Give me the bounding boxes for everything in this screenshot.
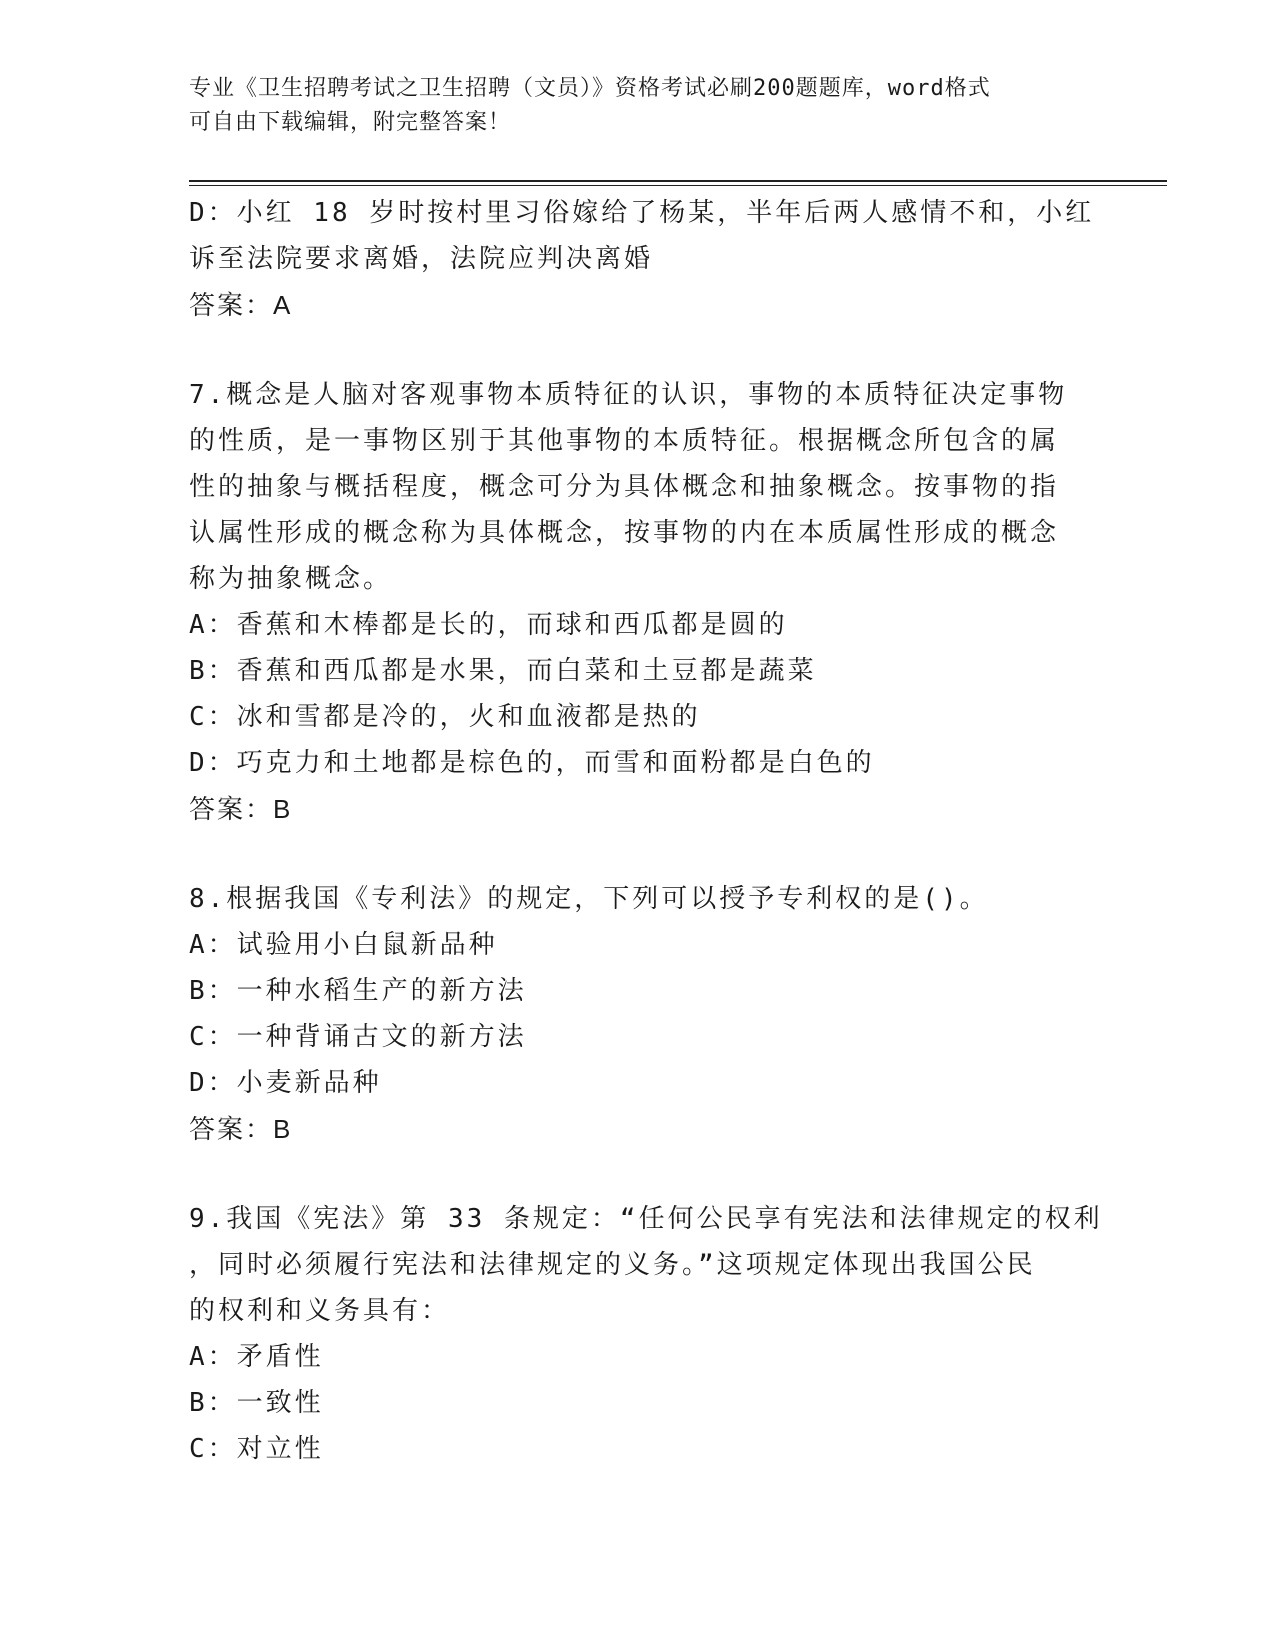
- spacer: [189, 832, 1089, 876]
- q9-stem-line: 的权利和义务具有：: [189, 1296, 451, 1326]
- document-header: [189, 72, 1089, 140]
- header-title-line-1: 专业《卫生招聘考试之卫生招聘（文员）》资格考试必刷200题题库，word格式: [189, 76, 991, 101]
- q6-option-d-line-1: D：小红 18 岁时按村里习俗嫁给了杨某，半年后两人感情不和，小红: [189, 198, 1095, 228]
- q8-option-b: B：一种水稻生产的新方法: [189, 976, 527, 1006]
- q9-option-c: C：对立性: [189, 1434, 324, 1464]
- q9-stem-line: 9.我国《宪法》第 33 条规定：“任何公民享有宪法和法律规定的权利: [189, 1204, 1103, 1234]
- question-9: [189, 1196, 1103, 1472]
- q6-option-d-line-2: 诉至法院要求离婚，法院应判决离婚: [189, 244, 654, 274]
- q7-option-d: D：巧克力和土地都是棕色的，而雪和面粉都是白色的: [189, 748, 875, 778]
- q7-answer: 答案：B: [189, 794, 293, 824]
- q6-answer: 答案：A: [189, 290, 293, 320]
- document-body: [189, 190, 1103, 1472]
- q7-stem-line: 性的抽象与概括程度，概念可分为具体概念和抽象概念。按事物的指: [189, 472, 1060, 502]
- q7-stem-line: 认属性形成的概念称为具体概念，按事物的内在本质属性形成的概念: [189, 518, 1060, 548]
- q8-stem: 8.根据我国《专利法》的规定，下列可以授予专利权的是()。: [189, 884, 989, 914]
- q7-stem-line: 的性质，是一事物区别于其他事物的本质特征。根据概念所包含的属: [189, 426, 1060, 456]
- q8-answer: 答案：B: [189, 1114, 293, 1144]
- q9-stem-line: ，同时必须履行宪法和法律规定的义务。”这项规定体现出我国公民: [189, 1250, 1036, 1280]
- spacer: [189, 328, 1089, 372]
- q9-option-a: A：矛盾性: [189, 1342, 324, 1372]
- question-6-continuation: [189, 190, 1095, 328]
- q7-stem-line: 称为抽象概念。: [189, 564, 393, 594]
- q9-option-b: B：一致性: [189, 1388, 324, 1418]
- q7-stem-line: 7.概念是人脑对客观事物本质特征的认识，事物的本质特征决定事物: [189, 380, 1068, 410]
- q7-option-c: C：冰和雪都是冷的，火和血液都是热的: [189, 702, 701, 732]
- q7-option-a: A：香蕉和木棒都是长的，而球和西瓜都是圆的: [189, 610, 788, 640]
- header-title-line-2: 可自由下载编辑，附完整答案！: [189, 110, 512, 135]
- q8-option-a: A：试验用小白鼠新品种: [189, 930, 498, 960]
- question-8: [189, 876, 1089, 1152]
- q8-option-d: D：小麦新品种: [189, 1068, 382, 1098]
- q7-option-b: B：香蕉和西瓜都是水果，而白菜和土豆都是蔬菜: [189, 656, 817, 686]
- q8-option-c: C：一种背诵古文的新方法: [189, 1022, 527, 1052]
- spacer: [189, 1152, 1089, 1196]
- question-7: [189, 372, 1089, 832]
- header-divider: [189, 180, 1167, 186]
